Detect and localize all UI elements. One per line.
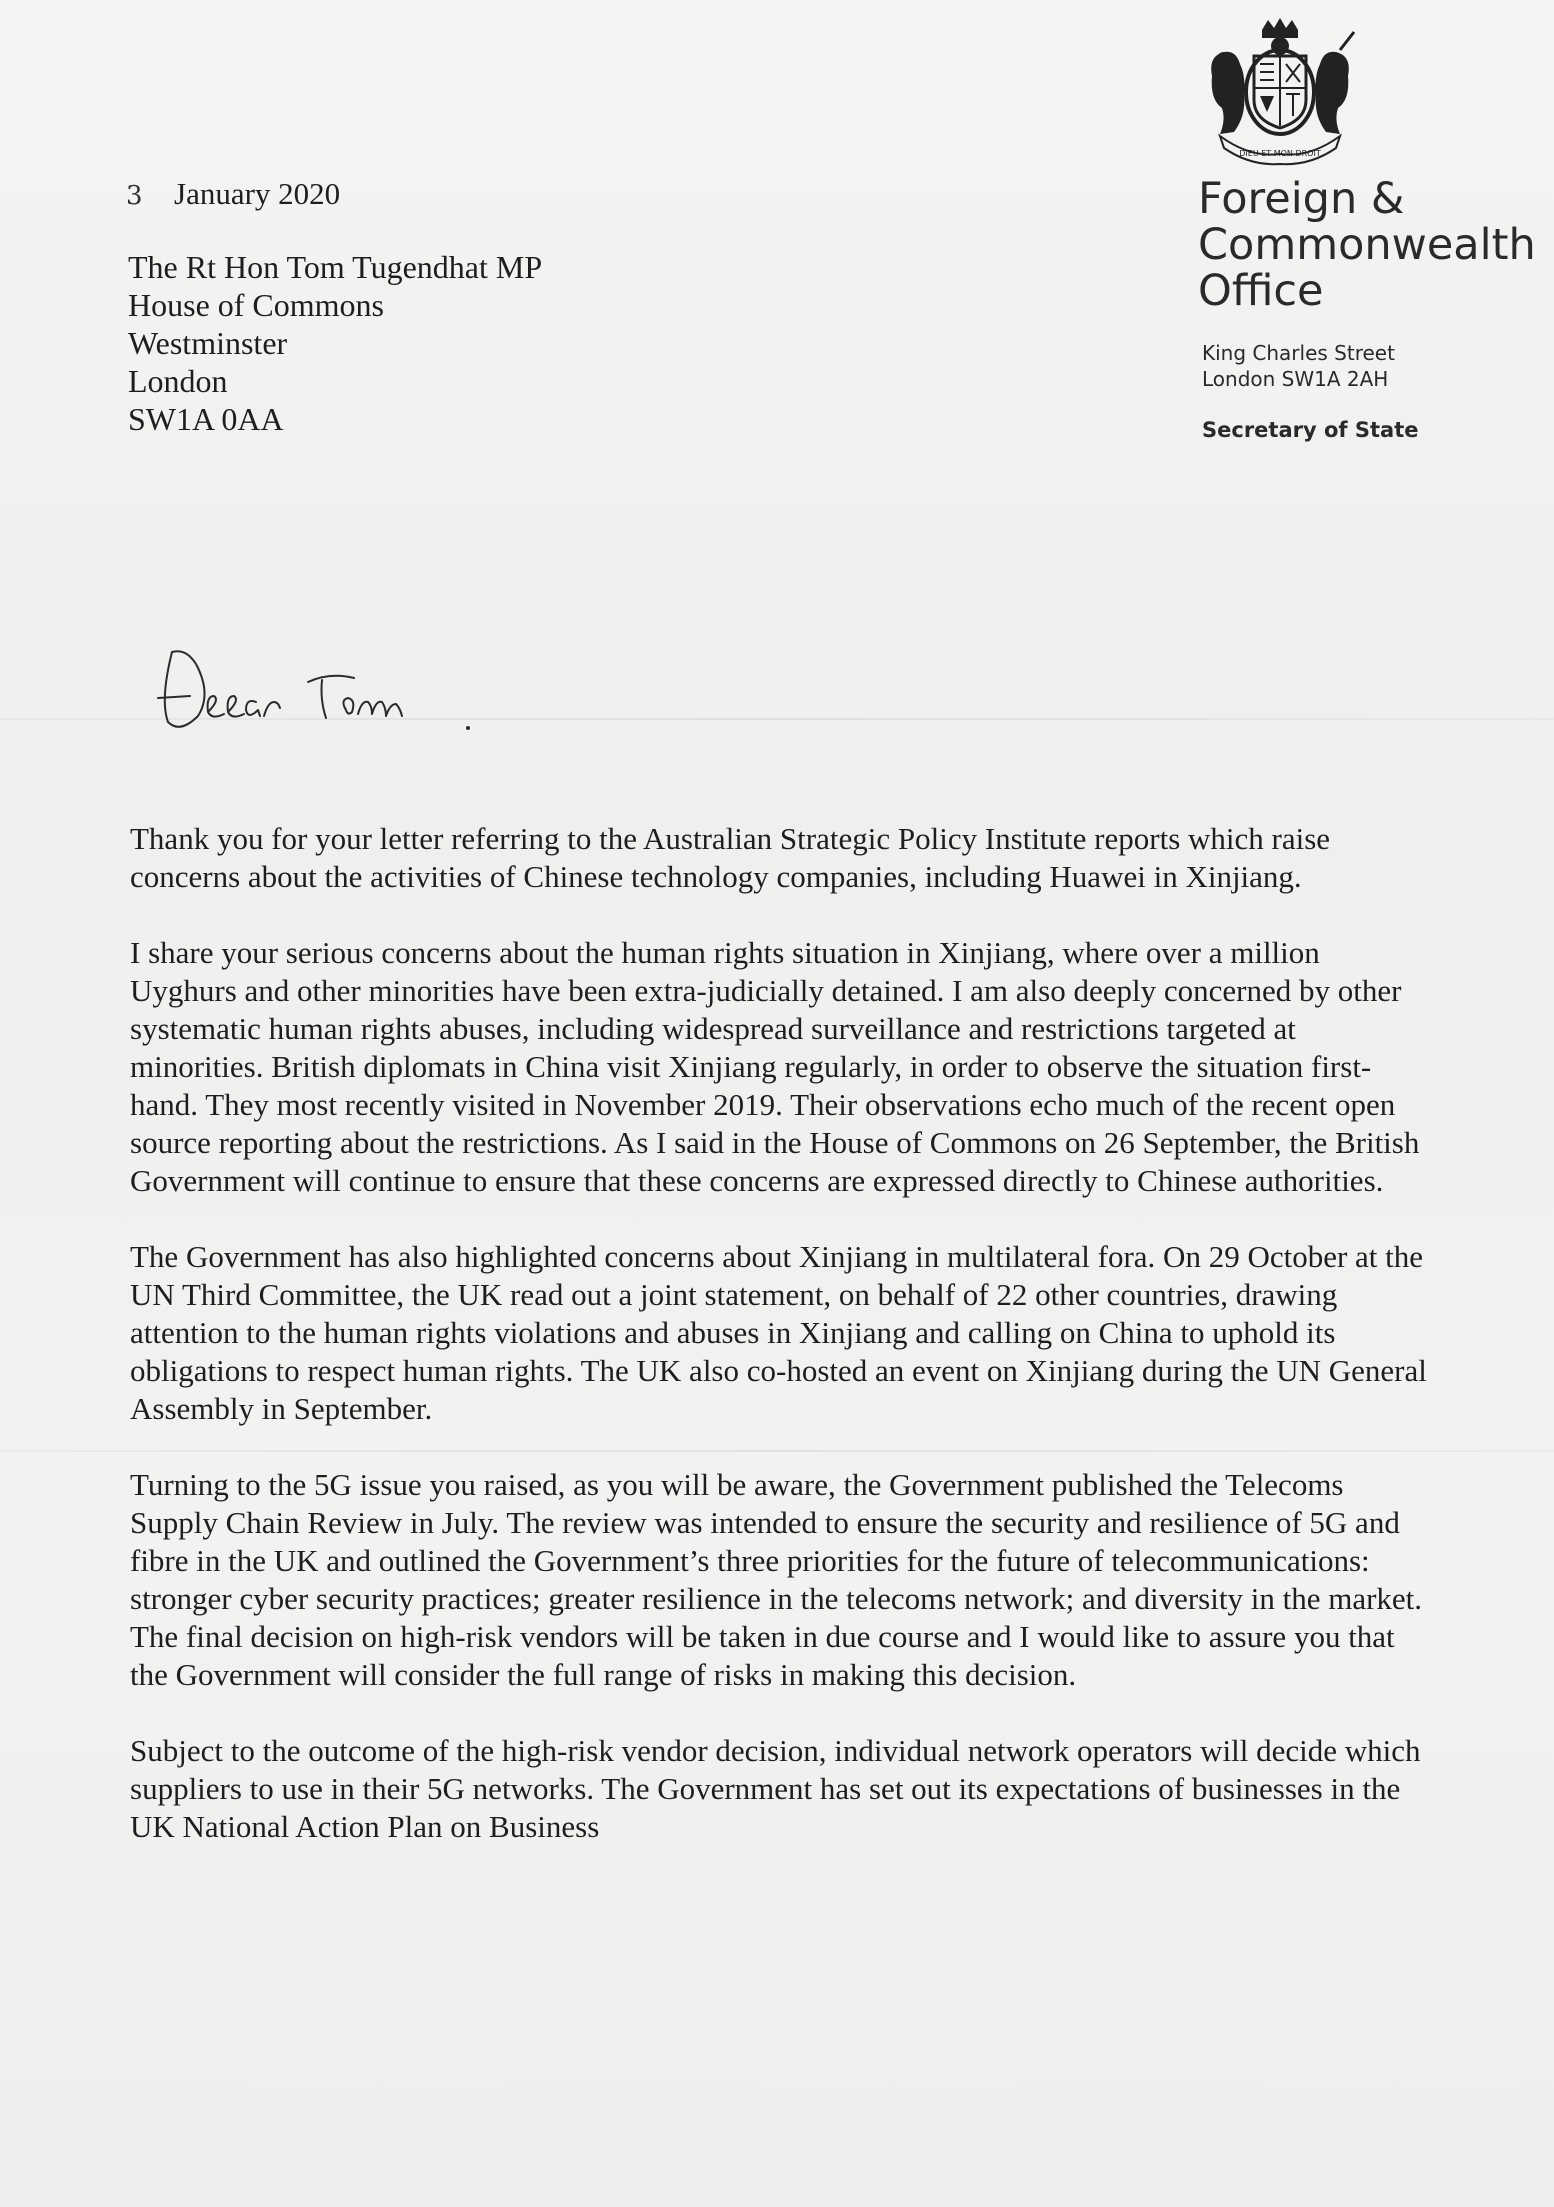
department-address — [1202, 340, 1395, 392]
recipient-line: SW1A 0AA — [128, 401, 284, 437]
letter-body — [130, 820, 1430, 1884]
royal-crest-icon — [1190, 16, 1370, 166]
department-line: Office — [1198, 266, 1324, 316]
body-paragraph: Thank you for your letter referring to the Australian Strategic Policy Institute reports which raise concerns about the activities of Chinese technology companies, including Huawei in Xinjiang. — [130, 821, 1331, 894]
recipient-line: The Rt Hon Tom Tugendhat MP — [128, 249, 543, 285]
department-name — [1198, 176, 1536, 314]
handwritten-salutation — [150, 630, 480, 740]
recipient-line: London — [128, 363, 228, 399]
recipient-line: House of Commons — [128, 287, 384, 323]
body-paragraph: I share your serious concerns about the human rights situation in Xinjiang, where over a million Uyghurs and other minorities have been extra-judicially detained. I am also deeply concerned by other systematic human rights abuses, including widespread surveillance and restrictions targeted at minorities. British diplomats in China visit Xinjiang regularly, in order to observe the situation first-hand. They most recently visited in November 2019. Their observations echo much of the recent open source reporting about the restrictions. As I said in the House of Commons on 26 September, the British Government will continue to ensure that these concerns are expressed directly to Chinese authorities. — [130, 935, 1420, 1198]
date-month-year: January 2020 — [174, 176, 341, 211]
department-line: Commonwealth — [1198, 220, 1536, 270]
salutation-text: Dear Tom, — [150, 630, 155, 631]
letter-date — [126, 176, 340, 212]
body-paragraph: Subject to the outcome of the high-risk vendor decision, individual network operators will decide which suppliers to use in their 5G networks. The Government has set out its expectations of businesses in the UK National Action Plan on Business — [130, 1733, 1421, 1844]
recipient-line: Westminster — [128, 325, 288, 361]
crest-motto: DIEU ET MON DROIT — [1239, 149, 1321, 158]
recipient-address — [128, 248, 542, 438]
sender-role: Secretary of State — [1202, 418, 1419, 442]
department-line: Foreign & — [1198, 174, 1405, 224]
address-line: London SW1A 2AH — [1202, 367, 1389, 391]
handwritten-date-day: 3 — [126, 181, 143, 211]
body-paragraph: The Government has also highlighted concerns about Xinjiang in multilateral fora. On 29 October at the UN Third Committee, the UK read out a joint statement, on behalf of 22 other countries, drawing attention to the human rights violations and abuses in Xinjiang and calling on China to uphold its obligations to respect human rights. The UK also co-hosted an event on Xinjiang during the UN General Assembly in September. — [130, 1239, 1427, 1426]
address-line: King Charles Street — [1202, 341, 1395, 365]
body-paragraph: Turning to the 5G issue you raised, as you will be aware, the Government published the Telecoms Supply Chain Review in July. The review was intended to ensure the security and resilience of 5G and fibre in the UK and outlined the Government’s three priorities for the future of telecommunications: stronger cyber security practices; greater resilience in the telecoms network; and diversity in the market. The final decision on high-risk vendors will be taken in due course and I would like to assure you that the Government will consider the full range of risks in making this decision. — [130, 1467, 1423, 1692]
